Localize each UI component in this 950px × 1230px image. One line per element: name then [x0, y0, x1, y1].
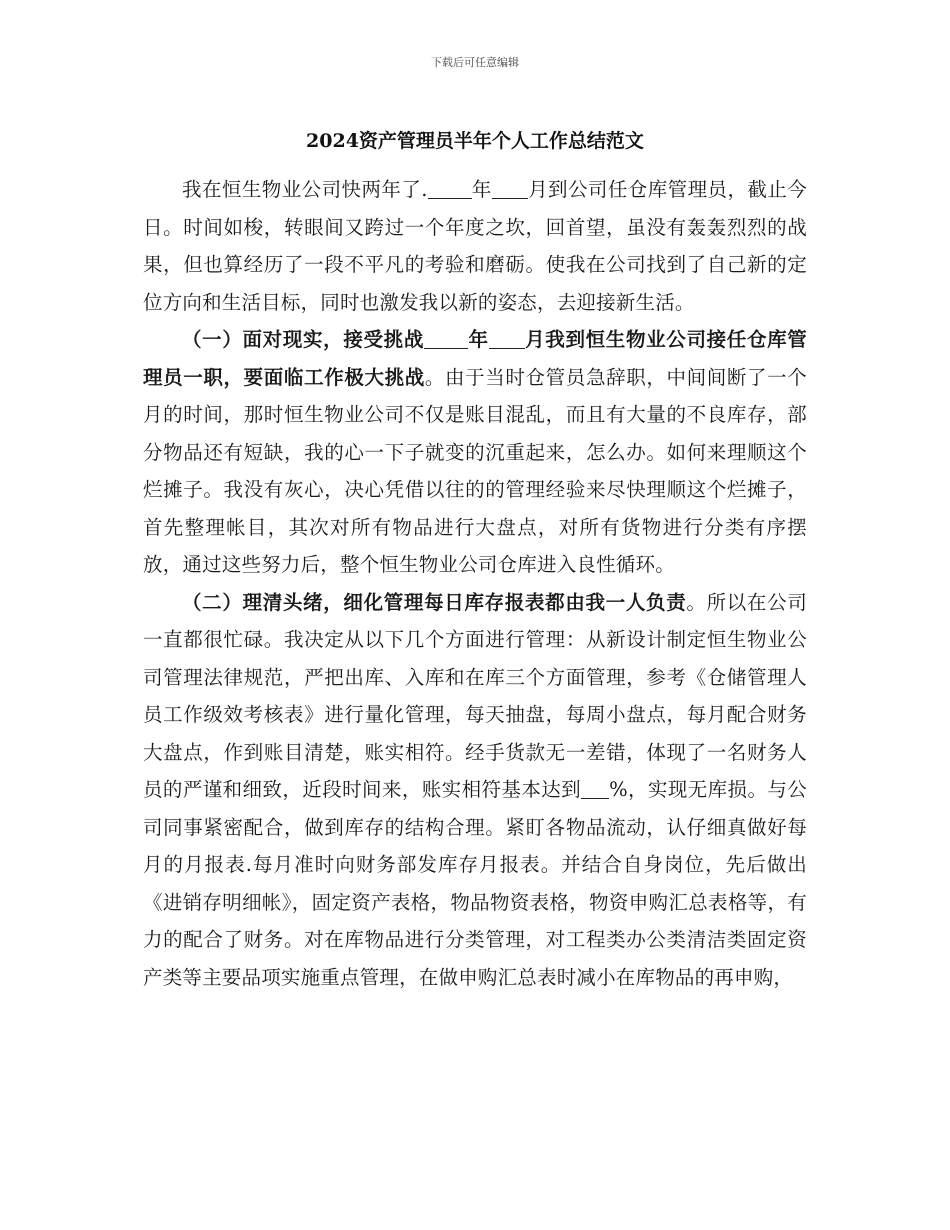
document-body — [143, 171, 807, 996]
blank-line — [581, 779, 609, 800]
header-note: 下载后可任意编辑 — [431, 56, 519, 69]
paragraph-intro-part-b: 年 — [471, 178, 492, 201]
section-two-body-a: 。所以在公司一直都很忙碌。我决定从以下几个方面进行管理：从新设计制定恒生物业公司管理法律规范，严把出库、入库和在库三个方面管理，参考《仓储管理人员工作级效考核表》进行量化管理，每天抽盘，每周小盘点，每月配合财务大盘点，作到账目清楚，账实相符。经手货款无一差错，体现了一名财务人员的严谨和细致，近段时间来，账实相符基本达到 — [143, 590, 807, 801]
paragraph-intro-part-a: 我在恒生物业公司快两年了. — [182, 178, 428, 201]
document-title: 2024资产管理员半年个人工作总结范文 — [306, 130, 644, 152]
paragraph-intro-part-c: 月到公司任仓库管理员，截止今日。时间如梭，转眼间又跨过一个年度之坎，回首望，虽没有轰轰烈烈的战果，但也算经历了一段不平凡的考验和磨砺。使我在公司找到了自己新的定位方向和生活目标，同时也激发我以新的姿态，去迎接新生活。 — [143, 178, 807, 314]
section-two-body-b: %，实现无库损。与公司同事紧密配合，做到库存的结构合理。紧盯各物品流动，认仔细真做好每月的月报表.每月准时向财务部发库存月报表。并结合自身岗位，先后做出《进销存明细帐》，固定资产表格，物品物资表格，物资申购汇总表格等，有力的配合了财务。对在库物品进行分类管理，对工程类办公类清洁类固定资产类等主要品项实施重点管理，在做申购汇总表时减小在库物品的再申购， — [143, 778, 807, 989]
paragraph-section-one — [143, 321, 807, 584]
paragraph-intro — [143, 171, 807, 321]
blank-line — [489, 329, 525, 350]
blank-line — [428, 179, 472, 200]
paragraph-section-two — [143, 584, 807, 997]
section-two-heading: （二）理清头绪，细化管理每日库存报表都由我一人负责 — [182, 590, 687, 614]
section-one-heading-b: 年 — [468, 328, 489, 351]
blank-line — [492, 179, 528, 200]
section-one-heading-c: 月我到恒生物业公司接任仓库管理员一职，要面临工作极大挑战 — [143, 328, 807, 389]
blank-line — [424, 329, 468, 350]
section-one-body: 。由于当时仓管员急辞职，中间间断了一个月的时间，那时恒生物业公司不仅是账目混乱，而且有大量的不良库存，部分物品还有短缺，我的心一下子就变的沉重起来，怎么办。如何来理顺这个烂摊子。我没有灰心，决心凭借以往的的管理经验来尽快理顺这个烂摊子，首先整理帐目，其次对所有物品进行大盘点，对所有货物进行分类有序摆放，通过这些努力后，整个恒生物业公司仓库进入良性循环。 — [143, 365, 807, 576]
section-one-heading-a: （一）面对现实，接受挑战 — [182, 328, 425, 351]
